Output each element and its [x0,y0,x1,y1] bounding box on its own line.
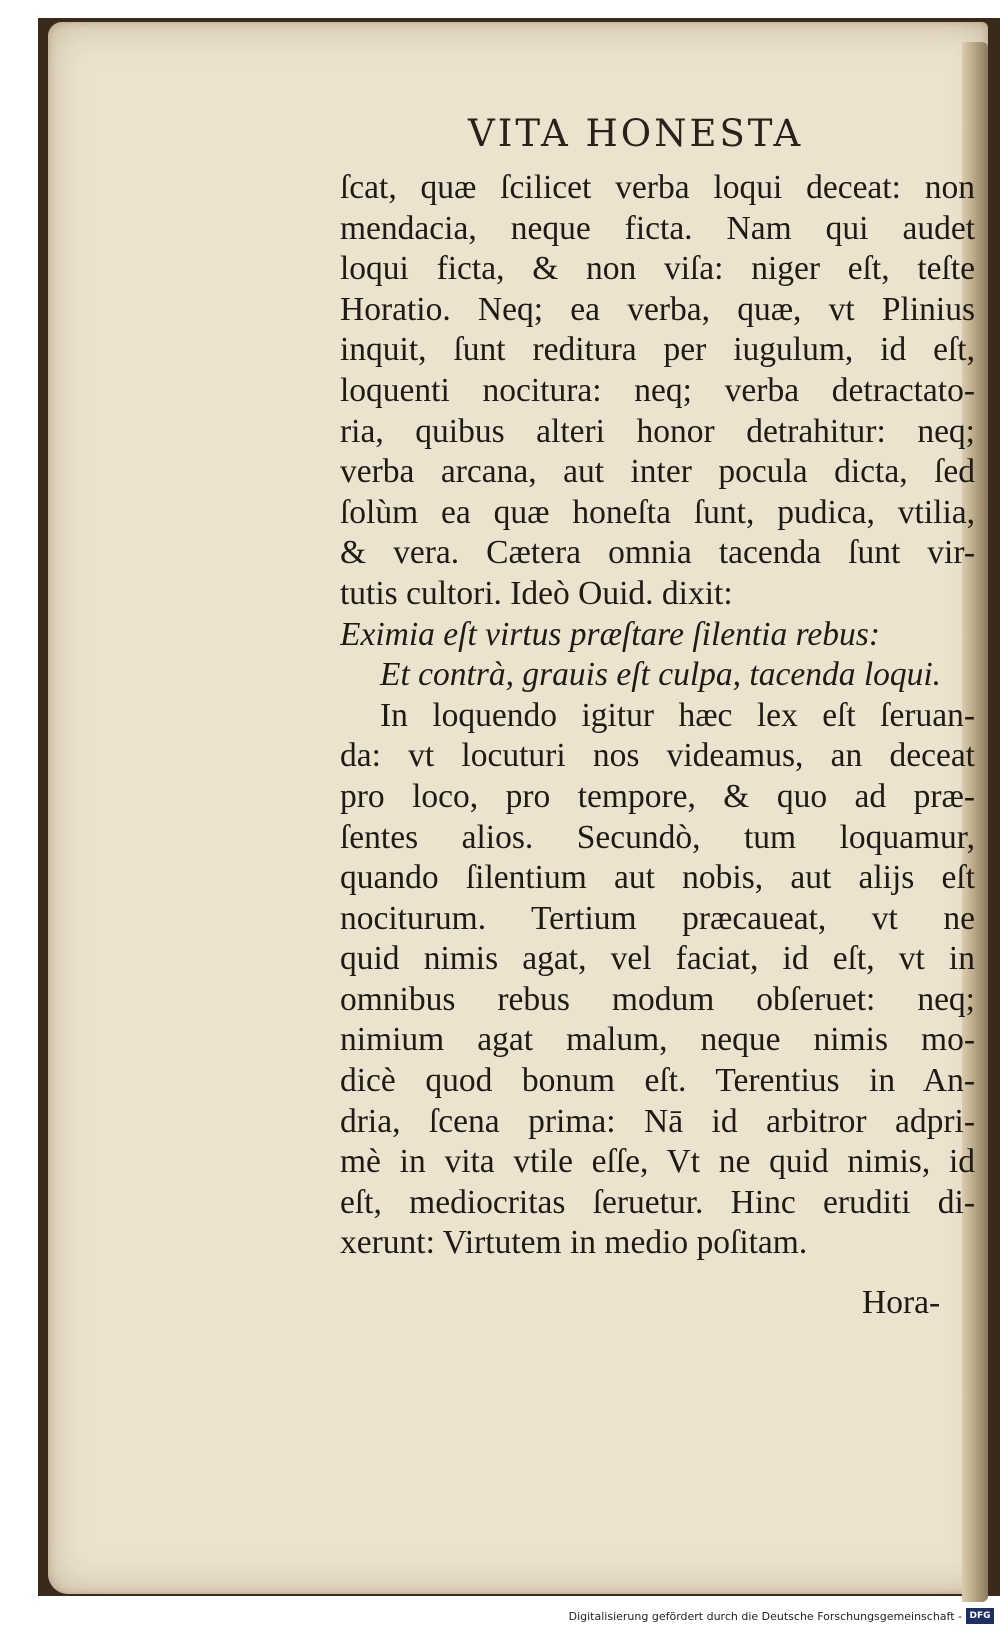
text-line: quando ſilentium aut nobis, aut alijs eſt [340,859,975,897]
text-line: ſolùm ea quæ honeſta ſunt, pudica, vtilia, [340,493,975,531]
text-line: omnibus rebus modum obſeruet: neq; [340,980,975,1018]
text-line: tutis cultori. Ideò Ouid. dixit: [340,574,733,612]
text-line: mè in vita vtile eſſe, Vt ne quid nimis, id [340,1143,975,1181]
text-line: da: vt locuturi nos videamus, an deceat [340,737,975,775]
catchword: Hora- [862,1284,941,1321]
text-line: In loquendo igitur hæc lex eſt ſeruan- [380,696,975,734]
verse-line: Et contrà, grauis eſt culpa, tacenda loqui. [380,656,942,694]
text-line: nociturum. Tertium præcaueat, vt ne [340,899,975,937]
body-text [340,168,975,1264]
running-head: VITA HONESTA [468,112,804,155]
text-line: eſt, mediocritas ſeruetur. Hinc eruditi di- [340,1183,975,1221]
text-line: verba arcana, aut inter pocula dicta, ſed [340,453,975,491]
text-line: xerunt: Virtutem in medio poſitam. [340,1224,808,1262]
text-line: pro loco, pro tempore, & quo ad præ- [340,777,975,815]
text-line: quid nimis agat, vel faciat, id eſt, vt in [340,940,975,978]
text-line: ſcat, quæ ſcilicet verba loqui deceat: non [340,169,975,206]
footer-credit: Digitalisierung gefördert durch die Deutsche Forschungsgemeinschaft - [568,1610,962,1623]
text-line: loqui ficta, & non viſa: niger eſt, teſte [340,250,975,288]
text-line: dicè quod bonum eſt. Terentius in An- [340,1062,975,1100]
verse-line: Eximia eſt virtus præſtare ſilentia rebus: [340,615,880,653]
text-line: dria, ſcena prima: Nā id arbitror adpri- [340,1102,975,1140]
text-line: ria, quibus alteri honor detrahitur: neq; [340,412,975,450]
footer-bar [0,1604,1000,1632]
text-line: ſentes alios. Secundò, tum loquamur, [340,818,975,856]
text-line: nimium agat malum, neque nimis mo- [340,1021,975,1059]
dfg-logo: DFG [966,1608,994,1624]
text-line: loquenti nocitura: neq; verba detractato- [340,371,975,409]
text-line: mendacia, neque ficta. Nam qui audet [340,209,975,247]
text-line: inquit, ſunt reditura per iugulum, id eſt, [340,331,975,369]
text-line: Horatio. Neq; ea verba, quæ, vt Plinius [340,290,975,328]
text-line: & vera. Cætera omnia tacenda ſunt vir- [340,534,975,572]
